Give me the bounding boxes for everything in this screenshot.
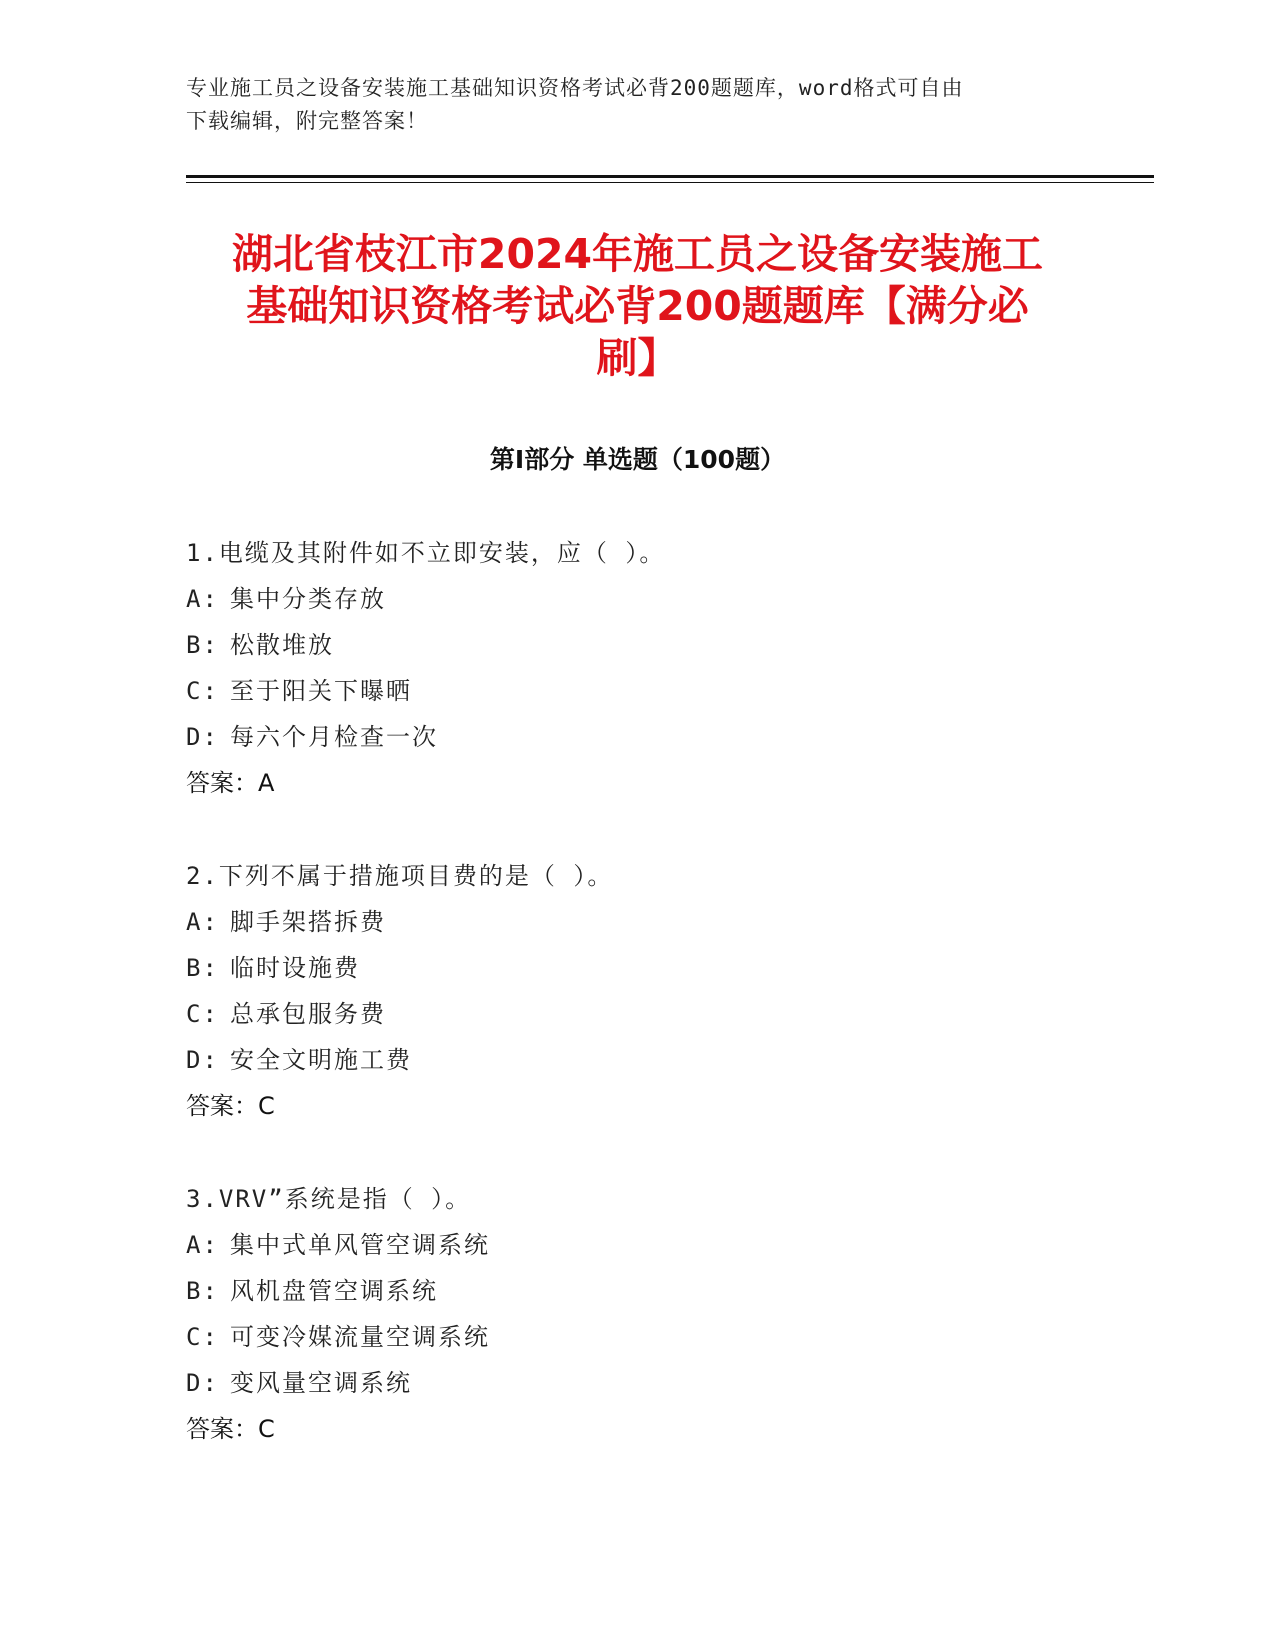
header-divider-thin [186, 182, 1154, 183]
option-a [186, 1222, 1086, 1268]
question-stem: 2.下列不属于措施项目费的是（ ）。 [186, 862, 614, 890]
option-text: 变风量空调系统 [230, 1369, 412, 1397]
option-key: C: [186, 1000, 219, 1028]
header-note-line-2: 下载编辑，附完整答案！ [186, 109, 428, 133]
title-line-3: 刷】 [596, 334, 679, 382]
option-key: D: [186, 1046, 219, 1074]
option-text: 至于阳关下曝晒 [230, 677, 412, 705]
option-text: 集中式单风管空调系统 [230, 1231, 490, 1259]
title-line-1: 湖北省枝江市2024年施工员之设备安装施工 [231, 230, 1044, 278]
option-text: 松散堆放 [230, 631, 334, 659]
document-title [160, 228, 1115, 384]
answer-line: 答案：A [186, 769, 275, 797]
option-text: 可变冷媒流量空调系统 [230, 1323, 490, 1351]
option-b [186, 622, 1086, 668]
option-key: B: [186, 1277, 219, 1305]
answer-line: 答案：C [186, 1092, 275, 1120]
option-key: C: [186, 677, 219, 705]
option-key: C: [186, 1323, 219, 1351]
section-heading: 第Ⅰ部分 单选题（100题） [489, 445, 786, 474]
option-text: 集中分类存放 [230, 585, 386, 613]
option-c [186, 1314, 1086, 1360]
question-1 [186, 530, 1086, 806]
header-note-line-1: 专业施工员之设备安装施工基础知识资格考试必背200题题库，word格式可自由 [186, 76, 964, 100]
header-divider-thick [186, 175, 1154, 178]
option-key: B: [186, 631, 219, 659]
option-d [186, 1037, 1086, 1083]
option-key: B: [186, 954, 219, 982]
option-b [186, 1268, 1086, 1314]
option-d [186, 714, 1086, 760]
title-line-2: 基础知识资格考试必背200题题库【满分必 [246, 282, 1029, 330]
header-note [186, 72, 1086, 138]
option-key: D: [186, 723, 219, 751]
option-c [186, 991, 1086, 1037]
option-c [186, 668, 1086, 714]
option-d [186, 1360, 1086, 1406]
question-list [186, 530, 1086, 1499]
option-a [186, 576, 1086, 622]
question-2 [186, 853, 1086, 1129]
option-text: 临时设施费 [230, 954, 360, 982]
option-b [186, 945, 1086, 991]
option-key: A: [186, 585, 219, 613]
question-3 [186, 1176, 1086, 1452]
option-a [186, 899, 1086, 945]
option-text: 风机盘管空调系统 [230, 1277, 438, 1305]
option-text: 安全文明施工费 [230, 1046, 412, 1074]
option-key: A: [186, 1231, 219, 1259]
answer-line: 答案：C [186, 1415, 275, 1443]
question-stem: 3.VRV”系统是指（ ）。 [186, 1185, 472, 1213]
option-text: 总承包服务费 [230, 1000, 386, 1028]
option-key: A: [186, 908, 219, 936]
option-text: 脚手架搭拆费 [230, 908, 386, 936]
question-stem: 1.电缆及其附件如不立即安装，应（ ）。 [186, 539, 666, 567]
option-key: D: [186, 1369, 219, 1397]
option-text: 每六个月检查一次 [230, 723, 438, 751]
